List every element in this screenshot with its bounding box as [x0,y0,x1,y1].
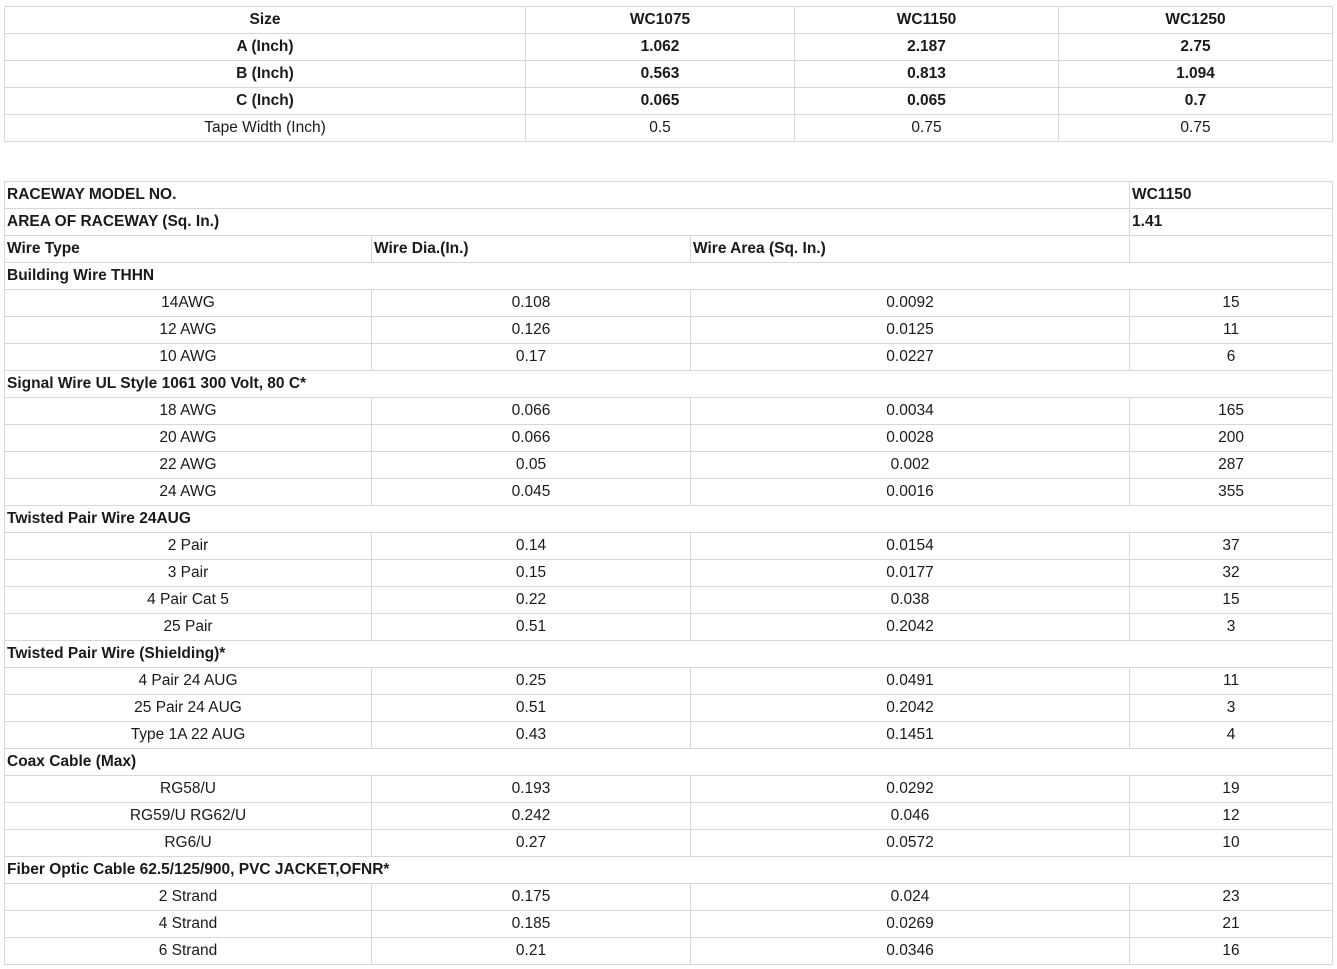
size-row [5,61,1333,88]
size-row-value: 0.7 [1059,88,1333,115]
size-row-value: 0.563 [526,61,795,88]
wire-type-cell: 2 Strand [5,884,372,911]
wire-group-header-row [5,263,1333,290]
wire-group-header-row [5,506,1333,533]
wire-dia-cell: 0.05 [372,452,691,479]
wire-area-cell: 0.002 [691,452,1130,479]
raceway-area-row [5,209,1333,236]
wire-dia-cell: 0.126 [372,317,691,344]
wire-type-cell: 10 AWG [5,344,372,371]
size-header-cell: WC1150 [795,7,1059,34]
wire-count-cell: 11 [1130,668,1333,695]
size-header-row [5,7,1333,34]
wire-count-cell: 10 [1130,830,1333,857]
wire-type-cell: RG59/U RG62/U [5,803,372,830]
wire-group-title: Coax Cable (Max) [5,749,1333,776]
wire-row [5,938,1333,965]
wire-count-cell: 16 [1130,938,1333,965]
wire-type-cell: RG6/U [5,830,372,857]
wire-area-cell: 0.0028 [691,425,1130,452]
size-row-value: 1.094 [1059,61,1333,88]
size-row-label: A (Inch) [5,34,526,61]
wire-row [5,398,1333,425]
wire-type-cell: 14AWG [5,290,372,317]
wire-count-cell: 6 [1130,344,1333,371]
size-row [5,115,1333,142]
size-row-value: 0.065 [526,88,795,115]
wire-type-cell: 4 Strand [5,911,372,938]
wire-type-cell: 22 AWG [5,452,372,479]
wire-area-cell: 0.1451 [691,722,1130,749]
wire-group-title: Fiber Optic Cable 62.5/125/900, PVC JACKET,OFNR* [5,857,1333,884]
size-row-label: B (Inch) [5,61,526,88]
wire-area-cell: 0.0269 [691,911,1130,938]
wire-count-cell: 12 [1130,803,1333,830]
wire-type-cell: 24 AWG [5,479,372,506]
wire-area-cell: 0.038 [691,587,1130,614]
wire-area-cell: 0.0346 [691,938,1130,965]
column-header-wire-area: Wire Area (Sq. In.) [691,236,1130,263]
raceway-model-row [5,182,1333,209]
size-header-cell: WC1250 [1059,7,1333,34]
wire-group-header-row [5,857,1333,884]
wire-count-cell: 3 [1130,695,1333,722]
size-row-value: 0.75 [1059,115,1333,142]
wire-area-cell: 0.2042 [691,614,1130,641]
wire-area-cell: 0.0572 [691,830,1130,857]
wire-type-cell: 4 Pair 24 AUG [5,668,372,695]
wire-dia-cell: 0.045 [372,479,691,506]
wire-row [5,344,1333,371]
wire-type-cell: 4 Pair Cat 5 [5,587,372,614]
wire-type-cell: 25 Pair [5,614,372,641]
wire-dia-cell: 0.14 [372,533,691,560]
wire-dia-cell: 0.175 [372,884,691,911]
wire-type-cell: 12 AWG [5,317,372,344]
wire-dia-cell: 0.15 [372,560,691,587]
wire-area-cell: 0.0125 [691,317,1130,344]
wire-area-cell: 0.2042 [691,695,1130,722]
wire-count-cell: 21 [1130,911,1333,938]
wire-row [5,668,1333,695]
column-header-wire-dia: Wire Dia.(In.) [372,236,691,263]
wire-count-cell: 11 [1130,317,1333,344]
wire-dia-cell: 0.108 [372,290,691,317]
wire-count-cell: 15 [1130,290,1333,317]
column-header-count [1130,236,1333,263]
raceway-area-value: 1.41 [1130,209,1333,236]
wire-dia-cell: 0.22 [372,587,691,614]
wire-type-cell: 2 Pair [5,533,372,560]
wire-row [5,830,1333,857]
wire-count-cell: 4 [1130,722,1333,749]
wire-type-cell: Type 1A 22 AUG [5,722,372,749]
size-row-label: C (Inch) [5,88,526,115]
wire-type-cell: 20 AWG [5,425,372,452]
raceway-column-header-row [5,236,1333,263]
size-row-value: 0.5 [526,115,795,142]
wire-row [5,695,1333,722]
raceway-table [4,181,1333,965]
size-header-cell: Size [5,7,526,34]
wire-dia-cell: 0.185 [372,911,691,938]
size-row-label: Tape Width (Inch) [5,115,526,142]
wire-area-cell: 0.0016 [691,479,1130,506]
wire-type-cell: 3 Pair [5,560,372,587]
size-table [4,6,1333,142]
raceway-area-label: AREA OF RACEWAY (Sq. In.) [5,209,1130,236]
size-row-value: 1.062 [526,34,795,61]
wire-dia-cell: 0.51 [372,614,691,641]
wire-type-cell: RG58/U [5,776,372,803]
wire-count-cell: 37 [1130,533,1333,560]
size-row [5,34,1333,61]
wire-area-cell: 0.0154 [691,533,1130,560]
size-row-value: 0.813 [795,61,1059,88]
wire-group-title: Twisted Pair Wire 24AUG [5,506,1333,533]
wire-group-title: Building Wire THHN [5,263,1333,290]
wire-area-cell: 0.0177 [691,560,1130,587]
wire-row [5,614,1333,641]
wire-count-cell: 355 [1130,479,1333,506]
wire-dia-cell: 0.43 [372,722,691,749]
size-row-value: 0.75 [795,115,1059,142]
wire-count-cell: 165 [1130,398,1333,425]
raceway-table-body [5,182,1333,965]
wire-area-cell: 0.024 [691,884,1130,911]
wire-type-cell: 25 Pair 24 AUG [5,695,372,722]
wire-group-title: Twisted Pair Wire (Shielding)* [5,641,1333,668]
wire-row [5,479,1333,506]
wire-row [5,911,1333,938]
wire-row [5,452,1333,479]
raceway-model-value: WC1150 [1130,182,1333,209]
wire-area-cell: 0.046 [691,803,1130,830]
size-row-value: 0.065 [795,88,1059,115]
wire-row [5,533,1333,560]
wire-row [5,776,1333,803]
wire-area-cell: 0.0292 [691,776,1130,803]
wire-count-cell: 15 [1130,587,1333,614]
wire-type-cell: 6 Strand [5,938,372,965]
wire-row [5,425,1333,452]
wire-count-cell: 32 [1130,560,1333,587]
wire-count-cell: 19 [1130,776,1333,803]
wire-dia-cell: 0.21 [372,938,691,965]
wire-row [5,722,1333,749]
wire-count-cell: 23 [1130,884,1333,911]
wire-type-cell: 18 AWG [5,398,372,425]
wire-area-cell: 0.0227 [691,344,1130,371]
wire-dia-cell: 0.242 [372,803,691,830]
raceway-model-label: RACEWAY MODEL NO. [5,182,1130,209]
size-row [5,88,1333,115]
wire-dia-cell: 0.066 [372,398,691,425]
wire-row [5,803,1333,830]
wire-group-header-row [5,749,1333,776]
wire-row [5,317,1333,344]
size-header-cell: WC1075 [526,7,795,34]
wire-dia-cell: 0.51 [372,695,691,722]
wire-area-cell: 0.0491 [691,668,1130,695]
wire-dia-cell: 0.193 [372,776,691,803]
wire-group-title: Signal Wire UL Style 1061 300 Volt, 80 C* [5,371,1333,398]
wire-area-cell: 0.0092 [691,290,1130,317]
wire-dia-cell: 0.27 [372,830,691,857]
wire-count-cell: 287 [1130,452,1333,479]
wire-count-cell: 200 [1130,425,1333,452]
column-header-wire-type: Wire Type [5,236,372,263]
wire-row [5,587,1333,614]
size-row-value: 2.75 [1059,34,1333,61]
size-row-value: 2.187 [795,34,1059,61]
wire-row [5,290,1333,317]
size-table-body [5,7,1333,142]
wire-group-header-row [5,641,1333,668]
wire-group-header-row [5,371,1333,398]
wire-dia-cell: 0.25 [372,668,691,695]
wire-row [5,884,1333,911]
wire-row [5,560,1333,587]
wire-dia-cell: 0.066 [372,425,691,452]
wire-dia-cell: 0.17 [372,344,691,371]
wire-count-cell: 3 [1130,614,1333,641]
wire-area-cell: 0.0034 [691,398,1130,425]
